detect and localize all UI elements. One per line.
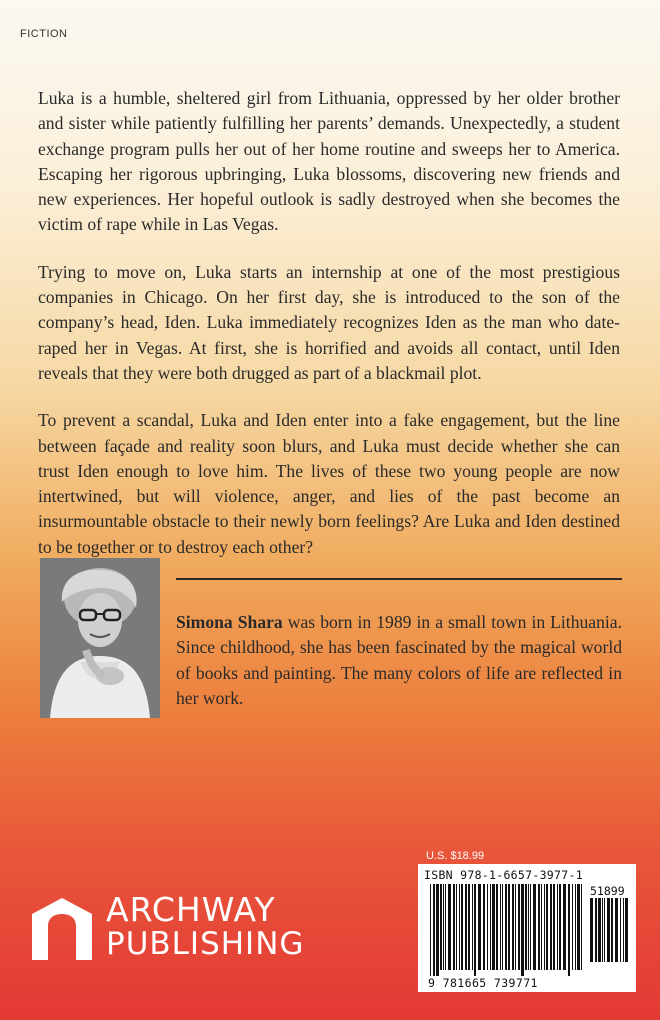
barcode-bar xyxy=(459,884,460,970)
blurb-paragraph: Trying to move on, Luka starts an internship at one of the most prestigious companies in Chicago. On her first day, she is introduced to the son of the company’s head, Iden. Luka immediately recognizes Iden as the man who date-raped her in Vegas. At first, she is horrified and avoids all contact, until Iden reveals that they were both drugged as part of a blackmail plot. xyxy=(38,261,620,383)
barcode-bar xyxy=(525,884,527,970)
blurb-paragraph: Luka is a humble, sheltered girl from Lithuania, oppressed by her older brother and sister while patiently fulfilling her parents’ demands. Unexpectedly, a student exchange program pulls her out of her home routine and sweeps her to America. Escaping her rigorous upbringing, Luka blossoms, discovering new friends and new experiences. Her hopeful outlook is sadly destroyed when she becomes the victim of rape while in Las Vegas. xyxy=(38,88,620,235)
barcode-bar xyxy=(465,884,467,970)
blurb xyxy=(38,86,620,582)
barcode-bar xyxy=(474,884,476,976)
barcode-bar xyxy=(496,884,498,970)
author-divider xyxy=(176,578,622,580)
barcode-bar xyxy=(433,884,435,976)
barcode xyxy=(418,864,636,992)
barcode-bar xyxy=(598,898,601,962)
publisher-logo xyxy=(30,892,330,966)
barcode-bar xyxy=(563,884,566,970)
addon-barcode-bars xyxy=(590,898,630,968)
barcode-bar xyxy=(530,884,531,970)
barcode-bar xyxy=(500,884,501,970)
author-bio-text: was born in 1989 in a small town in Lithuania. Since childhood, she has been fascinated by the magical world of books and painting. The many colors of life are reflected in her work. xyxy=(176,612,622,708)
barcode-bar xyxy=(456,884,457,970)
barcode-bar xyxy=(436,884,439,976)
barcode-bar xyxy=(461,884,463,970)
author-photo-illustration xyxy=(40,558,160,718)
barcode-bar xyxy=(538,884,540,970)
barcode-bar xyxy=(492,884,495,970)
barcode-bar xyxy=(528,884,529,970)
barcode-bar xyxy=(620,898,621,962)
publisher-name-line2: PUBLISHING xyxy=(106,926,305,962)
publisher-name-line1: ARCHWAY xyxy=(106,890,276,929)
price-label: U.S. $18.99 xyxy=(426,850,485,862)
barcode-bar xyxy=(541,884,542,970)
barcode-bar xyxy=(468,884,470,970)
barcode-bar xyxy=(553,884,555,970)
author-photo xyxy=(40,558,160,718)
barcode-bar xyxy=(533,884,536,970)
barcode-bar xyxy=(518,884,520,970)
ean-digits: 9 781665 739771 xyxy=(428,976,538,990)
barcode-bar xyxy=(487,884,488,970)
barcode-bar xyxy=(559,884,561,970)
barcode-bar xyxy=(575,884,576,970)
barcode-bar xyxy=(625,898,628,962)
barcode-bar xyxy=(483,884,485,970)
barcode-bar xyxy=(546,884,548,970)
barcode-bar xyxy=(557,884,558,970)
barcode-bar xyxy=(611,898,613,962)
genre-label: FICTION xyxy=(20,28,68,40)
author-name: Simona Shara xyxy=(176,612,283,632)
price-code: 51899 xyxy=(590,884,625,898)
barcode-bar xyxy=(623,898,624,962)
ean-barcode-bars xyxy=(430,884,582,976)
isbn-label: ISBN 978-1-6657-3977-1 xyxy=(424,868,583,882)
barcode-bar xyxy=(615,898,618,962)
barcode-bar xyxy=(581,884,582,970)
barcode-bar xyxy=(604,898,605,962)
barcode-bar xyxy=(515,884,516,970)
barcode-bar xyxy=(568,884,570,976)
barcode-bar xyxy=(505,884,507,970)
barcode-bar xyxy=(602,898,603,962)
barcode-bar xyxy=(472,884,473,970)
barcode-bar xyxy=(590,898,593,962)
barcode-bar xyxy=(577,884,580,970)
barcode-bar xyxy=(512,884,514,970)
barcode-bar xyxy=(521,884,524,976)
barcode-bar xyxy=(430,884,431,976)
barcode-bar xyxy=(572,884,573,970)
archway-logo-icon xyxy=(30,896,94,960)
barcode-bar xyxy=(502,884,503,970)
barcode-bar xyxy=(508,884,510,970)
barcode-bar xyxy=(478,884,481,970)
author-bio xyxy=(176,610,622,711)
barcode-bar xyxy=(550,884,552,970)
barcode-bar xyxy=(544,884,545,970)
barcode-bar xyxy=(595,898,597,962)
barcode-bar xyxy=(490,884,491,970)
blurb-paragraph: To prevent a scandal, Luka and Iden enter into a fake engagement, but the line between façade and reality soon blurs, and Luka must decide whether she can trust Iden enough to love him. The lives of these two young people are now intertwined, but will violence, anger, and lies of the past become an insurmountable obstacle to their newly born feelings? Are Luka and Iden destined to be together or to destroy each other? xyxy=(38,410,620,557)
barcode-bar xyxy=(445,884,446,970)
barcode-bar xyxy=(453,884,455,970)
barcode-bar xyxy=(607,898,610,962)
barcode-bar xyxy=(448,884,451,970)
barcode-bar xyxy=(440,884,442,970)
barcode-bar xyxy=(443,884,444,970)
